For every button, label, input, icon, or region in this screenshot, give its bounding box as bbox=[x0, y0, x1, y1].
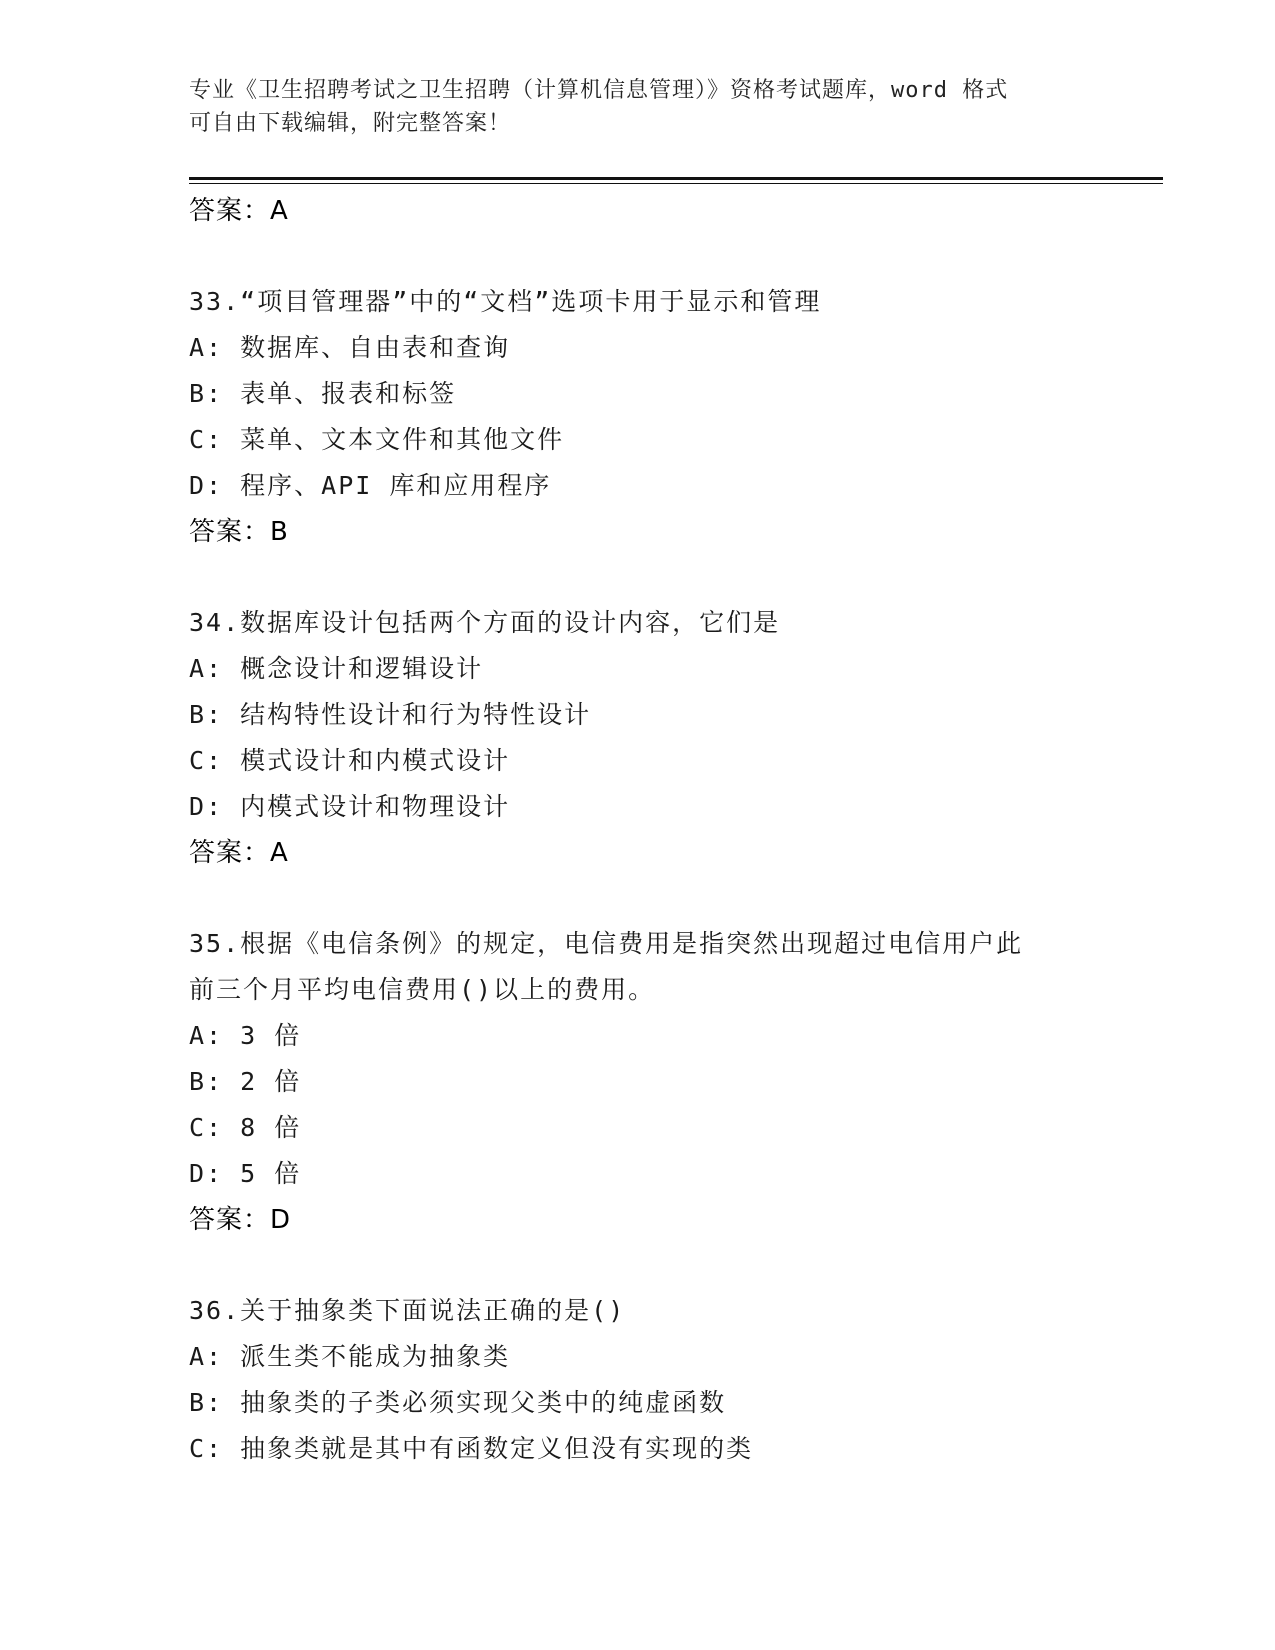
header-line-1: 专业《卫生招聘考试之卫生招聘（计算机信息管理）》资格考试题库，word 格式 bbox=[189, 78, 1009, 103]
header-line-2: 可自由下载编辑，附完整答案！ bbox=[189, 111, 512, 136]
answer-line: 答案：B bbox=[189, 517, 289, 547]
option-c: C: 抽象类就是其中有函数定义但没有实现的类 bbox=[189, 1434, 754, 1463]
header-rule-thick bbox=[189, 177, 1163, 180]
spacer bbox=[189, 876, 1089, 921]
option-b: B: 结构特性设计和行为特性设计 bbox=[189, 700, 592, 729]
previous-answer: 答案：A bbox=[189, 196, 289, 226]
option-c: C: 菜单、文本文件和其他文件 bbox=[189, 425, 565, 454]
option-d: D: 内模式设计和物理设计 bbox=[189, 792, 511, 821]
question-stem: 35.根据《电信条例》的规定，电信费用是指突然出现超过电信用户此 bbox=[189, 929, 1024, 958]
question-block bbox=[189, 279, 1089, 555]
option-c: C: 8 倍 bbox=[189, 1113, 302, 1142]
option-a: A: 派生类不能成为抽象类 bbox=[189, 1342, 511, 1371]
question-stem: 36.关于抽象类下面说法正确的是() bbox=[189, 1296, 626, 1325]
option-a: A: 概念设计和逻辑设计 bbox=[189, 654, 484, 683]
option-d: D: 程序、API 库和应用程序 bbox=[189, 471, 552, 500]
spacer bbox=[189, 1243, 1089, 1288]
question-list bbox=[189, 188, 1089, 1472]
document-header bbox=[189, 74, 1089, 140]
spacer bbox=[189, 234, 1089, 279]
header-rule-thin bbox=[189, 183, 1163, 184]
question-block bbox=[189, 600, 1089, 876]
option-b: B: 抽象类的子类必须实现父类中的纯虚函数 bbox=[189, 1388, 727, 1417]
option-d: D: 5 倍 bbox=[189, 1159, 302, 1188]
question-block bbox=[189, 921, 1089, 1243]
answer-line: 答案：D bbox=[189, 1205, 292, 1235]
option-a: A: 数据库、自由表和查询 bbox=[189, 333, 511, 362]
spacer bbox=[189, 555, 1089, 600]
option-b: B: 表单、报表和标签 bbox=[189, 379, 457, 408]
question-stem: 34.数据库设计包括两个方面的设计内容，它们是 bbox=[189, 608, 781, 637]
option-c: C: 模式设计和内模式设计 bbox=[189, 746, 511, 775]
question-stem: 33.“项目管理器”中的“文档”选项卡用于显示和管理 bbox=[189, 287, 822, 316]
option-b: B: 2 倍 bbox=[189, 1067, 302, 1096]
option-a: A: 3 倍 bbox=[189, 1021, 302, 1050]
question-stem-continued: 前三个月平均电信费用()以上的费用。 bbox=[189, 975, 656, 1004]
answer-line: 答案：A bbox=[189, 838, 289, 868]
question-block bbox=[189, 1288, 1089, 1472]
